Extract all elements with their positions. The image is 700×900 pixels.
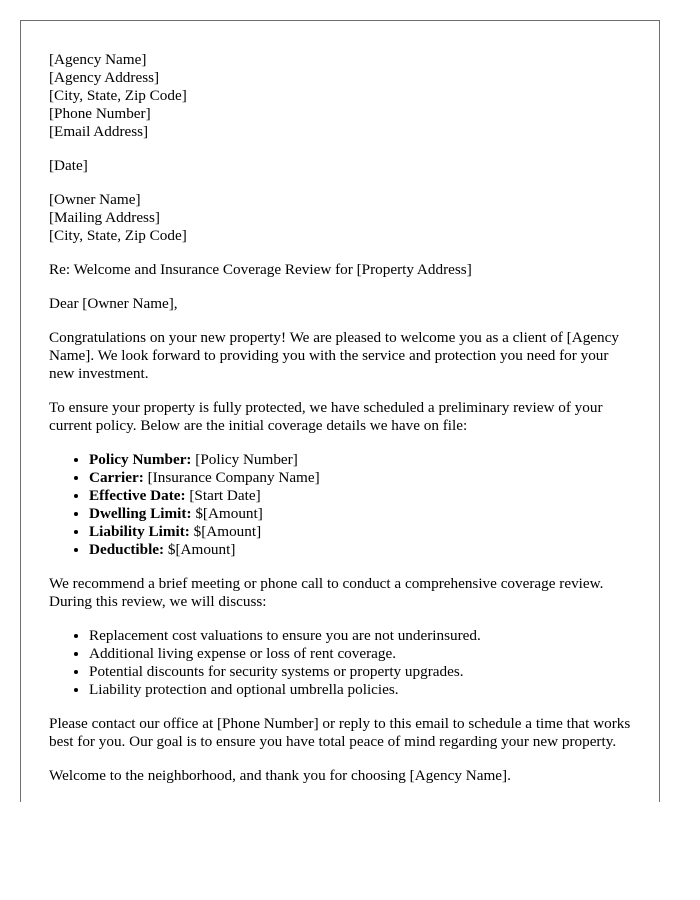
coverage-label: Dwelling Limit:	[89, 505, 192, 522]
sender-block	[49, 51, 631, 141]
list-item	[89, 469, 631, 487]
coverage-value: [Start Date]	[185, 487, 261, 504]
recipient-block	[49, 191, 631, 245]
date-block	[49, 157, 631, 175]
owner-name: [Owner Name]	[49, 191, 141, 208]
agency-city-state-zip: [City, State, Zip Code]	[49, 87, 187, 104]
letter-document	[20, 20, 660, 802]
closing-paragraph: Welcome to the neighborhood, and thank you for choosing [Agency Name].	[49, 767, 511, 784]
agency-email: [Email Address]	[49, 123, 149, 140]
mailing-address: [Mailing Address]	[49, 209, 160, 226]
coverage-label: Effective Date:	[89, 487, 186, 504]
subject-line: Re: Welcome and Insurance Coverage Review for [Property Address]	[49, 261, 472, 278]
list-item	[89, 451, 631, 469]
coverage-value: [Policy Number]	[191, 451, 298, 468]
agency-phone: [Phone Number]	[49, 105, 151, 122]
list-item	[89, 523, 631, 541]
recipient-city-state-zip: [City, State, Zip Code]	[49, 227, 187, 244]
list-item: • Additional living expense or loss of rent coverage.	[89, 645, 631, 663]
list-item	[89, 505, 631, 523]
coverage-label: Deductible:	[89, 541, 165, 558]
coverage-value: $[Amount]	[189, 523, 262, 540]
discussion-points-list	[49, 627, 631, 699]
agency-name: [Agency Name]	[49, 51, 147, 68]
coverage-details-list	[49, 451, 631, 559]
coverage-label: Liability Limit:	[89, 523, 190, 540]
review-paragraph: To ensure your property is fully protected, we have scheduled a preliminary review of your current policy. Below are the initial coverage details we have on file:	[49, 399, 603, 434]
list-item: • Potential discounts for security systems or property upgrades.	[89, 663, 631, 681]
coverage-value: [Insurance Company Name]	[143, 469, 320, 486]
coverage-value: $[Amount]	[164, 541, 236, 558]
salutation: Dear [Owner Name],	[49, 295, 178, 312]
coverage-value: $[Amount]	[191, 505, 263, 522]
intro-paragraph: Congratulations on your new property! We are pleased to welcome you as a client of [Agency Name]. We look forward to providing you with the service and protection you need for your new investment.	[49, 329, 619, 382]
recommend-paragraph: We recommend a brief meeting or phone call to conduct a comprehensive coverage review. During this review, we will discuss:	[49, 575, 604, 610]
coverage-label: Carrier:	[89, 469, 144, 486]
list-item	[89, 541, 631, 559]
list-item: • Replacement cost valuations to ensure you are not underinsured.	[89, 627, 631, 645]
list-item: • Liability protection and optional umbrella policies.	[89, 681, 631, 699]
list-item	[89, 487, 631, 505]
agency-address: [Agency Address]	[49, 69, 160, 86]
contact-paragraph: Please contact our office at [Phone Number] or reply to this email to schedule a time that works best for you. Our goal is to ensure you have total peace of mind regarding your new property.	[49, 715, 631, 750]
letter-date: [Date]	[49, 157, 88, 174]
coverage-label: Policy Number:	[89, 451, 192, 468]
